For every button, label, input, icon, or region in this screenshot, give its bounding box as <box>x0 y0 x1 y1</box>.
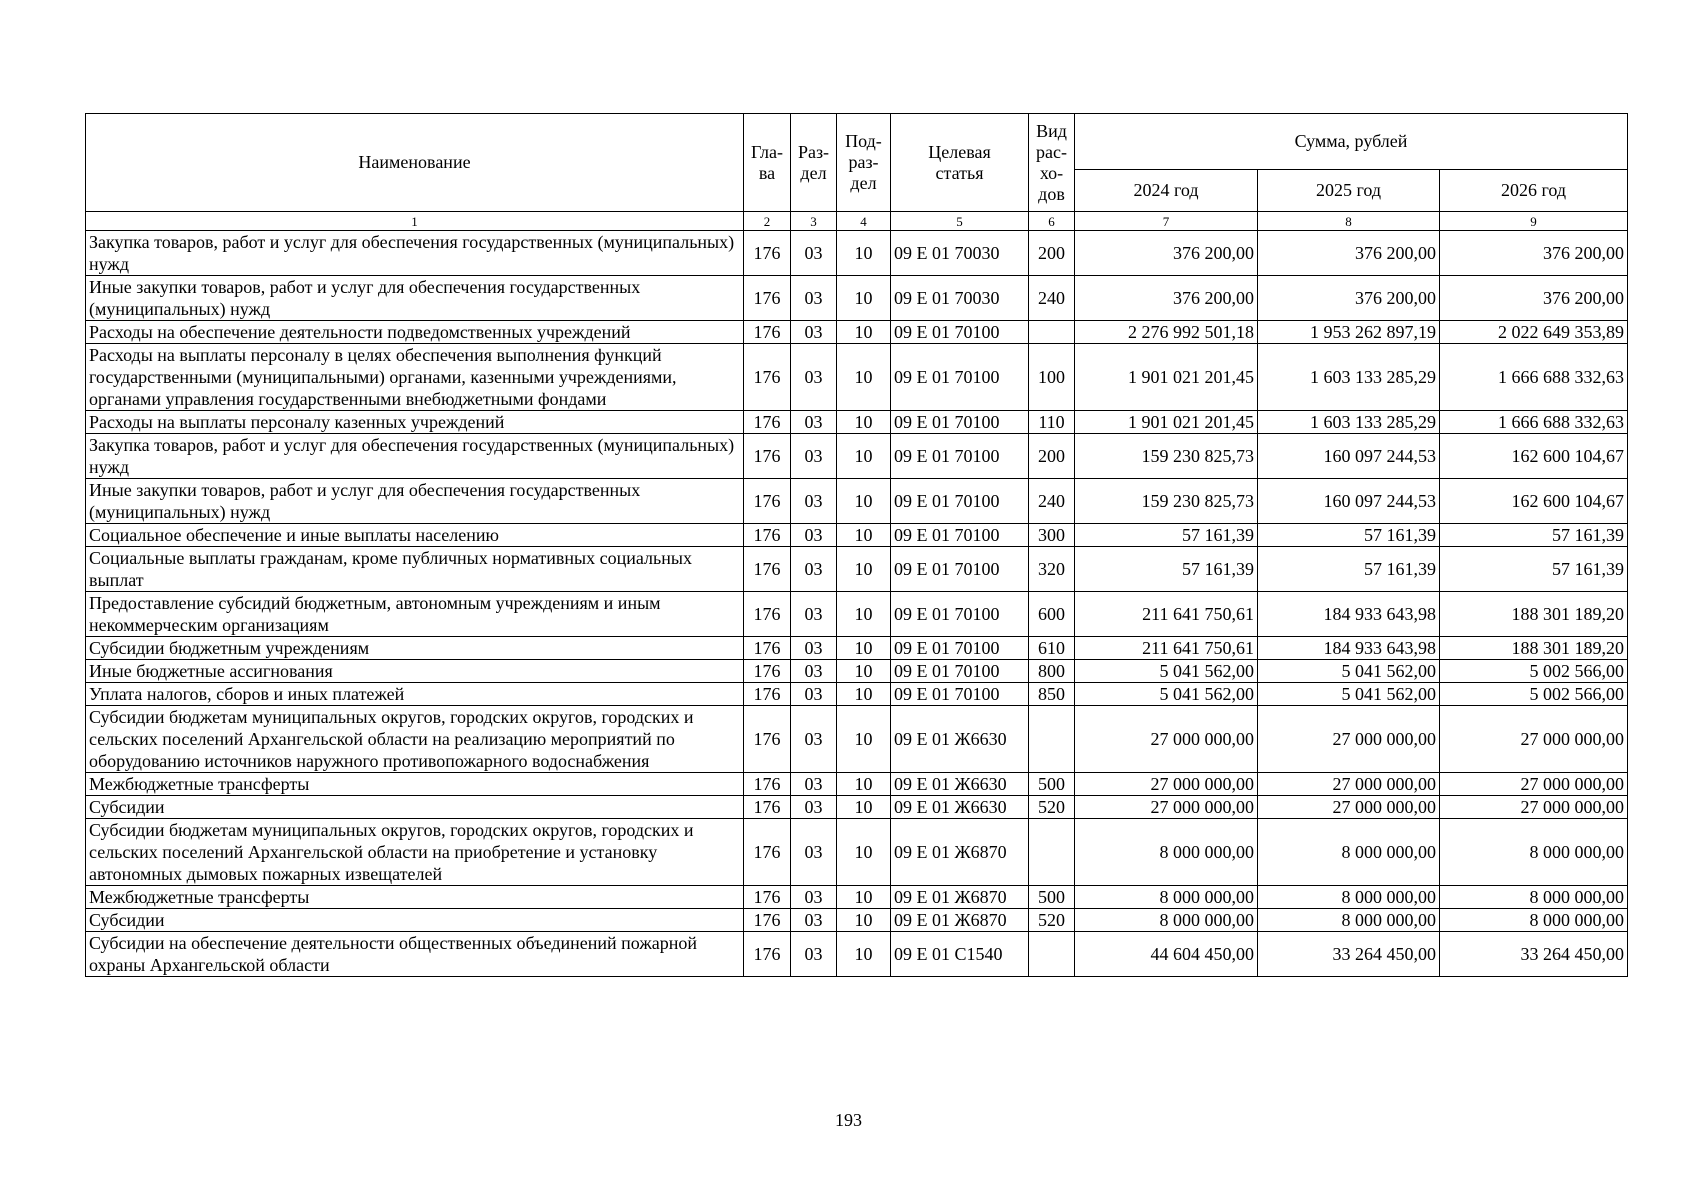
row-section: 03 <box>791 411 837 434</box>
row-target-article: 09 Е 01 70100 <box>891 411 1029 434</box>
row-name: Расходы на обеспечение деятельности подведомственных учреждений <box>86 321 744 344</box>
table-row <box>86 411 1628 434</box>
row-section: 03 <box>791 706 837 773</box>
row-section: 03 <box>791 479 837 524</box>
row-subsection: 10 <box>837 344 891 411</box>
row-subsection: 10 <box>837 592 891 637</box>
row-chapter: 176 <box>744 524 791 547</box>
row-name: Расходы на выплаты персоналу в целях обеспечения выполнения функций государственными (муниципальными) органами, казенными учреждениями, органами управления государственными внебюджетными фондами <box>86 344 744 411</box>
row-section: 03 <box>791 796 837 819</box>
row-subsection: 10 <box>837 932 891 977</box>
row-subsection: 10 <box>837 706 891 773</box>
header-target-article: Целевая статья <box>891 114 1029 212</box>
row-amount-2024: 5 041 562,00 <box>1075 683 1258 706</box>
row-section: 03 <box>791 321 837 344</box>
row-expense-type <box>1029 819 1075 886</box>
row-target-article: 09 Е 01 70100 <box>891 637 1029 660</box>
row-amount-2026: 8 000 000,00 <box>1440 886 1628 909</box>
row-expense-type: 600 <box>1029 592 1075 637</box>
row-amount-2025: 57 161,39 <box>1258 524 1440 547</box>
row-subsection: 10 <box>837 547 891 592</box>
row-section: 03 <box>791 434 837 479</box>
row-amount-2025: 27 000 000,00 <box>1258 773 1440 796</box>
row-target-article: 09 Е 01 70100 <box>891 592 1029 637</box>
row-name: Иные бюджетные ассигнования <box>86 660 744 683</box>
row-subsection: 10 <box>837 434 891 479</box>
row-amount-2025: 376 200,00 <box>1258 231 1440 276</box>
row-expense-type: 100 <box>1029 344 1075 411</box>
row-target-article: 09 Е 01 Ж6870 <box>891 909 1029 932</box>
row-target-article: 09 Е 01 Ж6870 <box>891 886 1029 909</box>
row-amount-2024: 8 000 000,00 <box>1075 819 1258 886</box>
row-target-article: 09 Е 01 Ж6630 <box>891 773 1029 796</box>
row-name: Предоставление субсидий бюджетным, автономным учреждениям и иным некоммерческим организациям <box>86 592 744 637</box>
row-target-article: 09 Е 01 С1540 <box>891 932 1029 977</box>
row-amount-2025: 5 041 562,00 <box>1258 683 1440 706</box>
row-amount-2026: 376 200,00 <box>1440 276 1628 321</box>
row-name: Субсидии <box>86 909 744 932</box>
row-expense-type: 320 <box>1029 547 1075 592</box>
column-number: 6 <box>1029 212 1075 231</box>
row-amount-2024: 1 901 021 201,45 <box>1075 344 1258 411</box>
column-number-row <box>86 212 1628 231</box>
column-number: 1 <box>86 212 744 231</box>
header-expense-type: Вид рас- хо- дов <box>1029 114 1075 212</box>
row-expense-type: 200 <box>1029 231 1075 276</box>
row-subsection: 10 <box>837 637 891 660</box>
row-expense-type: 500 <box>1029 886 1075 909</box>
row-name: Закупка товаров, работ и услуг для обеспечения государственных (муниципальных) нужд <box>86 434 744 479</box>
row-subsection: 10 <box>837 796 891 819</box>
row-name: Социальное обеспечение и иные выплаты населению <box>86 524 744 547</box>
header-sum: Сумма, рублей <box>1075 114 1628 170</box>
header-subsection: Под- раз- дел <box>837 114 891 212</box>
row-chapter: 176 <box>744 796 791 819</box>
row-name: Межбюджетные трансферты <box>86 773 744 796</box>
row-section: 03 <box>791 637 837 660</box>
row-amount-2026: 162 600 104,67 <box>1440 434 1628 479</box>
row-subsection: 10 <box>837 411 891 434</box>
row-amount-2025: 1 603 133 285,29 <box>1258 411 1440 434</box>
row-amount-2026: 57 161,39 <box>1440 524 1628 547</box>
row-amount-2026: 188 301 189,20 <box>1440 637 1628 660</box>
row-amount-2024: 8 000 000,00 <box>1075 886 1258 909</box>
row-amount-2024: 27 000 000,00 <box>1075 706 1258 773</box>
row-amount-2024: 27 000 000,00 <box>1075 796 1258 819</box>
row-chapter: 176 <box>744 321 791 344</box>
header-year-2026: 2026 год <box>1440 170 1628 212</box>
row-chapter: 176 <box>744 276 791 321</box>
row-amount-2026: 27 000 000,00 <box>1440 773 1628 796</box>
row-expense-type: 520 <box>1029 909 1075 932</box>
row-chapter: 176 <box>744 231 791 276</box>
row-amount-2026: 27 000 000,00 <box>1440 796 1628 819</box>
row-amount-2024: 1 901 021 201,45 <box>1075 411 1258 434</box>
row-target-article: 09 Е 01 Ж6870 <box>891 819 1029 886</box>
row-amount-2026: 33 264 450,00 <box>1440 932 1628 977</box>
header-year-2025: 2025 год <box>1258 170 1440 212</box>
table-row <box>86 592 1628 637</box>
row-amount-2025: 1 603 133 285,29 <box>1258 344 1440 411</box>
row-amount-2025: 27 000 000,00 <box>1258 796 1440 819</box>
document-page <box>85 113 1627 977</box>
row-chapter: 176 <box>744 637 791 660</box>
row-name: Закупка товаров, работ и услуг для обеспечения государственных (муниципальных) нужд <box>86 231 744 276</box>
row-chapter: 176 <box>744 479 791 524</box>
column-number: 2 <box>744 212 791 231</box>
table-row <box>86 932 1628 977</box>
row-expense-type: 240 <box>1029 276 1075 321</box>
row-amount-2026: 162 600 104,67 <box>1440 479 1628 524</box>
row-amount-2026: 57 161,39 <box>1440 547 1628 592</box>
header-year-2024: 2024 год <box>1075 170 1258 212</box>
row-chapter: 176 <box>744 660 791 683</box>
row-subsection: 10 <box>837 773 891 796</box>
row-section: 03 <box>791 547 837 592</box>
row-amount-2025: 1 953 262 897,19 <box>1258 321 1440 344</box>
row-target-article: 09 Е 01 70100 <box>891 660 1029 683</box>
table-row <box>86 524 1628 547</box>
row-target-article: 09 Е 01 70100 <box>891 547 1029 592</box>
row-chapter: 176 <box>744 886 791 909</box>
row-name: Субсидии бюджетам муниципальных округов, городских округов, городских и сельских поселений Архангельской области на приобретение и установку автономных дымовых пожарных извещателей <box>86 819 744 886</box>
row-name: Субсидии бюджетам муниципальных округов, городских округов, городских и сельских поселений Архангельской области на реализацию мероприятий по оборудованию источников наружного противопожарного водоснабжения <box>86 706 744 773</box>
row-target-article: 09 Е 01 70100 <box>891 479 1029 524</box>
row-target-article: 09 Е 01 Ж6630 <box>891 706 1029 773</box>
row-amount-2025: 27 000 000,00 <box>1258 706 1440 773</box>
row-subsection: 10 <box>837 276 891 321</box>
header-name: Наименование <box>86 114 744 212</box>
row-amount-2026: 8 000 000,00 <box>1440 819 1628 886</box>
row-chapter: 176 <box>744 344 791 411</box>
row-expense-type: 520 <box>1029 796 1075 819</box>
row-section: 03 <box>791 524 837 547</box>
row-subsection: 10 <box>837 683 891 706</box>
column-number: 7 <box>1075 212 1258 231</box>
row-name: Межбюджетные трансферты <box>86 886 744 909</box>
row-section: 03 <box>791 909 837 932</box>
row-target-article: 09 Е 01 70100 <box>891 344 1029 411</box>
row-chapter: 176 <box>744 434 791 479</box>
row-amount-2024: 159 230 825,73 <box>1075 479 1258 524</box>
table-row <box>86 706 1628 773</box>
table-row <box>86 479 1628 524</box>
row-subsection: 10 <box>837 819 891 886</box>
row-amount-2024: 376 200,00 <box>1075 276 1258 321</box>
row-expense-type: 110 <box>1029 411 1075 434</box>
row-amount-2025: 33 264 450,00 <box>1258 932 1440 977</box>
row-amount-2026: 5 002 566,00 <box>1440 683 1628 706</box>
row-amount-2025: 184 933 643,98 <box>1258 592 1440 637</box>
row-amount-2024: 8 000 000,00 <box>1075 909 1258 932</box>
row-amount-2025: 160 097 244,53 <box>1258 479 1440 524</box>
row-amount-2024: 27 000 000,00 <box>1075 773 1258 796</box>
row-amount-2026: 2 022 649 353,89 <box>1440 321 1628 344</box>
row-amount-2026: 188 301 189,20 <box>1440 592 1628 637</box>
row-amount-2024: 57 161,39 <box>1075 547 1258 592</box>
row-name: Субсидии бюджетным учреждениям <box>86 637 744 660</box>
row-section: 03 <box>791 886 837 909</box>
row-amount-2026: 1 666 688 332,63 <box>1440 411 1628 434</box>
row-subsection: 10 <box>837 231 891 276</box>
row-section: 03 <box>791 592 837 637</box>
row-chapter: 176 <box>744 592 791 637</box>
row-name: Социальные выплаты гражданам, кроме публичных нормативных социальных выплат <box>86 547 744 592</box>
row-subsection: 10 <box>837 321 891 344</box>
row-name: Субсидии на обеспечение деятельности общественных объединений пожарной охраны Архангельской области <box>86 932 744 977</box>
table-row <box>86 796 1628 819</box>
row-expense-type: 850 <box>1029 683 1075 706</box>
row-section: 03 <box>791 344 837 411</box>
row-chapter: 176 <box>744 411 791 434</box>
row-expense-type: 500 <box>1029 773 1075 796</box>
table-row <box>86 819 1628 886</box>
table-row <box>86 773 1628 796</box>
row-amount-2026: 8 000 000,00 <box>1440 909 1628 932</box>
table-row <box>86 909 1628 932</box>
row-amount-2024: 376 200,00 <box>1075 231 1258 276</box>
page-number: 193 <box>835 1110 862 1130</box>
row-amount-2024: 211 641 750,61 <box>1075 592 1258 637</box>
row-amount-2025: 57 161,39 <box>1258 547 1440 592</box>
row-amount-2024: 57 161,39 <box>1075 524 1258 547</box>
row-subsection: 10 <box>837 479 891 524</box>
row-target-article: 09 Е 01 Ж6630 <box>891 796 1029 819</box>
row-amount-2024: 211 641 750,61 <box>1075 637 1258 660</box>
row-subsection: 10 <box>837 886 891 909</box>
row-name: Уплата налогов, сборов и иных платежей <box>86 683 744 706</box>
row-subsection: 10 <box>837 660 891 683</box>
column-number: 9 <box>1440 212 1628 231</box>
row-section: 03 <box>791 660 837 683</box>
row-target-article: 09 Е 01 70100 <box>891 434 1029 479</box>
row-chapter: 176 <box>744 909 791 932</box>
table-row <box>86 321 1628 344</box>
row-amount-2024: 2 276 992 501,18 <box>1075 321 1258 344</box>
row-amount-2025: 8 000 000,00 <box>1258 886 1440 909</box>
row-amount-2025: 160 097 244,53 <box>1258 434 1440 479</box>
row-amount-2025: 184 933 643,98 <box>1258 637 1440 660</box>
row-expense-type: 800 <box>1029 660 1075 683</box>
column-number: 5 <box>891 212 1029 231</box>
row-target-article: 09 Е 01 70030 <box>891 276 1029 321</box>
row-amount-2025: 376 200,00 <box>1258 276 1440 321</box>
row-target-article: 09 Е 01 70030 <box>891 231 1029 276</box>
row-target-article: 09 Е 01 70100 <box>891 321 1029 344</box>
row-name: Расходы на выплаты персоналу казенных учреждений <box>86 411 744 434</box>
row-chapter: 176 <box>744 547 791 592</box>
row-section: 03 <box>791 932 837 977</box>
row-amount-2024: 5 041 562,00 <box>1075 660 1258 683</box>
row-target-article: 09 Е 01 70100 <box>891 683 1029 706</box>
row-chapter: 176 <box>744 773 791 796</box>
row-name: Иные закупки товаров, работ и услуг для обеспечения государственных (муниципальных) нужд <box>86 479 744 524</box>
row-section: 03 <box>791 819 837 886</box>
row-amount-2025: 5 041 562,00 <box>1258 660 1440 683</box>
row-section: 03 <box>791 276 837 321</box>
row-expense-type: 200 <box>1029 434 1075 479</box>
row-expense-type <box>1029 932 1075 977</box>
table-row <box>86 434 1628 479</box>
row-amount-2026: 1 666 688 332,63 <box>1440 344 1628 411</box>
budget-table <box>85 113 1628 977</box>
row-expense-type: 240 <box>1029 479 1075 524</box>
row-expense-type: 300 <box>1029 524 1075 547</box>
column-number: 4 <box>837 212 891 231</box>
table-row <box>86 683 1628 706</box>
table-row <box>86 344 1628 411</box>
header-chapter: Гла- ва <box>744 114 791 212</box>
row-target-article: 09 Е 01 70100 <box>891 524 1029 547</box>
table-row <box>86 660 1628 683</box>
row-expense-type <box>1029 321 1075 344</box>
table-row <box>86 231 1628 276</box>
row-section: 03 <box>791 773 837 796</box>
table-row <box>86 276 1628 321</box>
table-row <box>86 637 1628 660</box>
table-row <box>86 547 1628 592</box>
row-amount-2026: 5 002 566,00 <box>1440 660 1628 683</box>
row-amount-2024: 159 230 825,73 <box>1075 434 1258 479</box>
row-amount-2025: 8 000 000,00 <box>1258 819 1440 886</box>
row-amount-2024: 44 604 450,00 <box>1075 932 1258 977</box>
row-expense-type: 610 <box>1029 637 1075 660</box>
column-number: 8 <box>1258 212 1440 231</box>
row-chapter: 176 <box>744 683 791 706</box>
row-name: Субсидии <box>86 796 744 819</box>
row-subsection: 10 <box>837 524 891 547</box>
row-amount-2025: 8 000 000,00 <box>1258 909 1440 932</box>
row-chapter: 176 <box>744 819 791 886</box>
row-amount-2026: 376 200,00 <box>1440 231 1628 276</box>
row-chapter: 176 <box>744 706 791 773</box>
row-subsection: 10 <box>837 909 891 932</box>
row-name: Иные закупки товаров, работ и услуг для обеспечения государственных (муниципальных) нужд <box>86 276 744 321</box>
row-amount-2026: 27 000 000,00 <box>1440 706 1628 773</box>
header-section: Раз- дел <box>791 114 837 212</box>
table-row <box>86 886 1628 909</box>
row-section: 03 <box>791 231 837 276</box>
row-chapter: 176 <box>744 932 791 977</box>
row-section: 03 <box>791 683 837 706</box>
column-number: 3 <box>791 212 837 231</box>
row-expense-type <box>1029 706 1075 773</box>
